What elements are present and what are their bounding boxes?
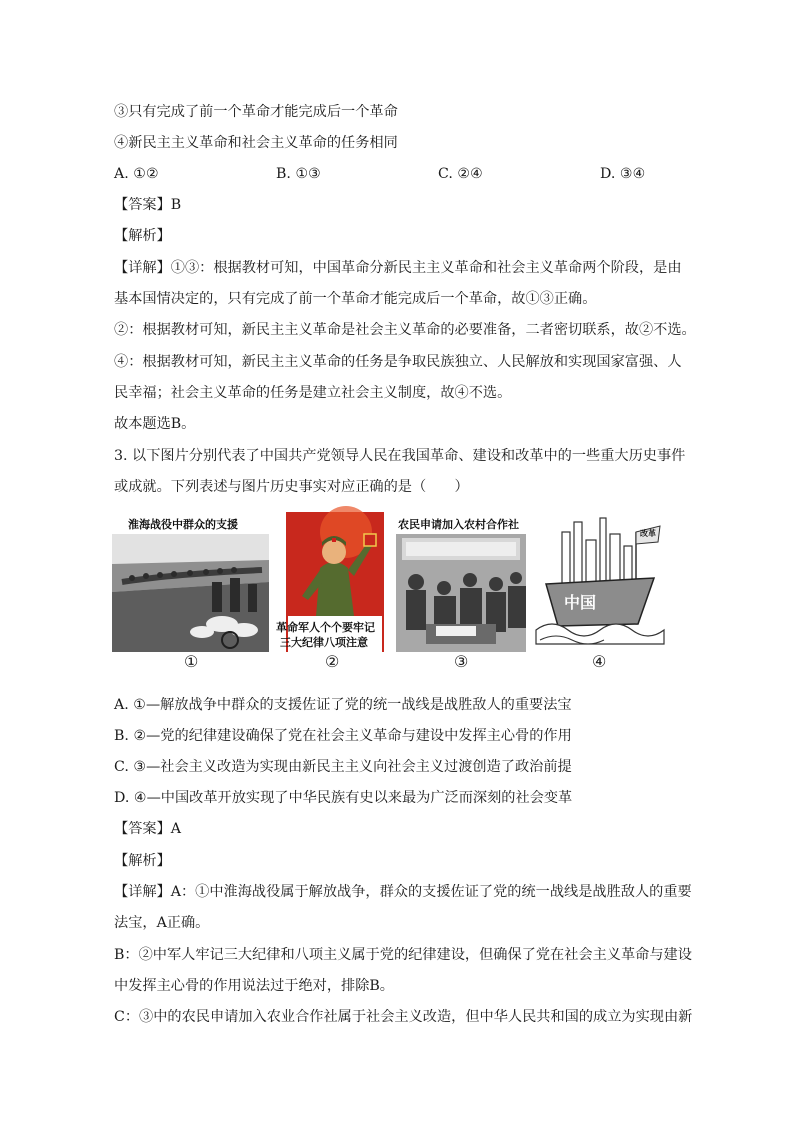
q2-conclusion: 故本题选B。 [114, 416, 196, 432]
statement-3: ③只有完成了前一个革命才能完成后一个革命 [114, 104, 398, 120]
farmers-crowd-illustration [396, 512, 526, 652]
q2-analysis-label: 【解析】 [114, 228, 171, 244]
q2-detail-line: 【详解】①③：根据教材可知，中国革命分新民主主义革命和社会主义革命两个阶段，是由 [114, 260, 682, 276]
picture-reform-ship [536, 512, 664, 652]
picture-caption-line2: 三大纪律八项注意 [280, 636, 368, 649]
q2-option-d: D. ③④ [600, 166, 646, 182]
q2-detail-line: ④：根据教材可知，新民主主义革命的任务是争取民族独立、人民解放和实现国家富强、人 [114, 354, 682, 370]
ship-label: 中国 [564, 593, 597, 612]
picture-number: ④ [592, 652, 607, 671]
picture-caption: 农民申请加入农村合作社 [398, 518, 519, 531]
picture-number: ① [184, 652, 199, 671]
crowd-road-illustration [112, 512, 269, 652]
q2-detail-line: 民幸福；社会主义革命的任务是建立社会主义制度，故④不选。 [114, 385, 512, 401]
q2-answer: 【答案】B [114, 197, 182, 213]
picture-number: ③ [454, 652, 469, 671]
q3-detail-line: 中发挥主心骨的作用说法过于绝对，排除B。 [114, 978, 394, 994]
flag-label: 改革 [640, 528, 656, 538]
q3-stem-cont: 或成就。下列表述与图片历史事实对应正确的是（ ） [114, 479, 469, 495]
q3-detail-line: 【详解】A：①中淮海战役属于解放战争，群众的支援佐证了党的统一战线是战胜敌人的重要 [114, 884, 692, 900]
q3-answer: 【答案】A [114, 821, 181, 837]
picture-caption: 淮海战役中群众的支援 [128, 518, 238, 531]
q3-option-b: B. ②—党的纪律建设确保了党在社会主义革命与建设中发挥主心骨的作用 [114, 728, 572, 744]
statement-4: ④新民主主义革命和社会主义革命的任务相同 [114, 135, 398, 151]
picture-huaihai-support [112, 512, 269, 652]
picture-discipline-poster [276, 512, 384, 652]
q3-option-c: C. ③—社会主义改造为实现由新民主主义向社会主义过渡创造了政治前提 [114, 759, 572, 775]
q3-detail-line: C：③中的农民申请加入农业合作社属于社会主义改造，但中华人民共和国的成立为实现由新 [114, 1009, 693, 1025]
history-pictures [112, 512, 672, 672]
q3-analysis-label: 【解析】 [114, 853, 171, 869]
q2-option-a: A. ①② [114, 166, 159, 182]
q3-detail-line: 法宝，A正确。 [114, 915, 210, 931]
q3-option-d: D. ④—中国改革开放实现了中华民族有史以来最为广泛而深刻的社会变革 [114, 790, 573, 806]
q2-option-b: B. ①③ [276, 166, 321, 182]
q3-stem: 3. 以下图片分别代表了中国共产党领导人民在我国革命、建设和改革中的一些重大历史事件 [114, 448, 686, 464]
q3-detail-line: B：②中军人牢记三大纪律和八项主义属于党的纪律建设，但确保了党在社会主义革命与建设 [114, 947, 692, 963]
picture-caption-line1: 革命军人个个要牢记 [276, 621, 375, 634]
q3-option-a: A. ①—解放战争中群众的支援佐证了党的统一战线是战胜敌人的重要法宝 [114, 697, 572, 713]
q2-detail-line: 基本国情决定的，只有完成了前一个革命才能完成后一个革命，故①③正确。 [114, 291, 597, 307]
picture-cooperative [396, 512, 526, 652]
q2-detail-line: ②：根据教材可知，新民主主义革命是社会主义革命的必要准备，二者密切联系，故②不选。 [114, 322, 696, 338]
picture-number: ② [325, 652, 340, 671]
q2-option-c: C. ②④ [438, 166, 483, 182]
